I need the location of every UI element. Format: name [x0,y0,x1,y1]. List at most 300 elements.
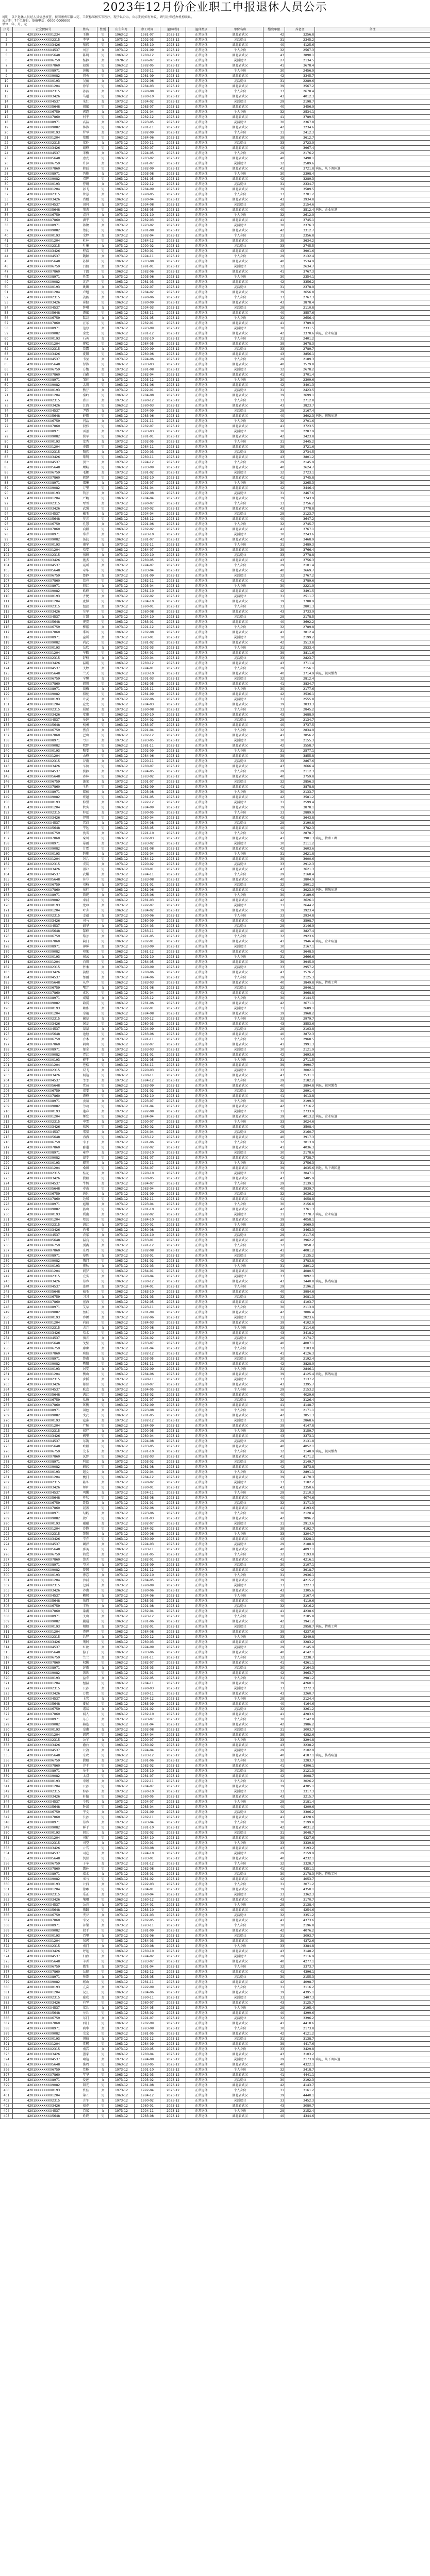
contribution-years-cell: 31 [263,130,285,135]
social-security-number-cell: 4201XXXXXXXX8971 [13,584,75,589]
employer-name-cell: 个人身份 [217,1078,263,1083]
work-start-cell: 1982-12 [135,1351,160,1357]
contribution-years-cell: 30 [263,275,285,280]
retire-month-cell: 2023-12 [160,264,186,269]
birth-month-cell: 1963-12 [109,1681,135,1686]
work-start-cell: 1993-11 [135,687,160,692]
table-row [1,130,430,135]
person-name-cell: 晏殊 [75,1253,97,1259]
remark-cell [315,857,430,862]
birth-month-cell: 1963-12 [109,1331,135,1336]
employer-name-cell: 灵活就业 [217,944,263,950]
employer-name-cell: 灵活就业 [217,1707,263,1712]
work-start-cell: 1982-10 [135,1712,160,1717]
table-row [1,275,430,280]
person-name-cell: 车骑 [75,764,97,769]
remark-cell [315,1063,430,1068]
pension-amount-cell: 2612.9 [285,213,315,218]
gender-cell: 女 [97,1810,109,1815]
contribution-years-cell: 41 [263,785,285,790]
work-start-cell: 1982-07 [135,1042,160,1047]
retire-type-cell: 正常退休 [186,1707,217,1712]
gender-cell: 男 [97,1702,109,1707]
gender-cell: 女 [97,1521,109,1527]
retire-month-cell: 2023-12 [160,1181,186,1187]
contribution-years-cell: 43 [263,1794,285,1800]
row-index-cell: 288 [1,1511,13,1516]
pension-amount-cell: 2101.4 [285,563,315,568]
retire-type-cell: 正常退休 [186,805,217,810]
social-security-number-cell: 4201XXXXXXXX5648 [13,414,75,419]
retire-month-cell: 2023-12 [160,1006,186,1011]
employer-name-cell: 湖北省武汉 [217,1671,263,1676]
unit-label: 单位：年、月、元 [2,23,27,26]
remark-cell [315,357,430,362]
retire-type-cell: 正常退休 [186,960,217,965]
retire-type-cell: 正常退休 [186,1934,217,1939]
row-index-cell: 262 [1,1377,13,1382]
retire-month-cell: 2023-12 [160,749,186,754]
gender-cell: 女 [97,687,109,692]
birth-month-cell: 1973-12 [109,1686,135,1691]
table-row [1,1125,430,1130]
social-security-number-cell: 4201XXXXXXXX6759 [13,161,75,166]
person-name-cell: 赫连 [75,1722,97,1727]
birth-month-cell: 1963-12 [109,434,135,439]
birth-month-cell: 1973-12 [109,1552,135,1557]
row-index-cell: 285 [1,1496,13,1501]
retire-type-cell: 正常退休 [186,1836,217,1841]
remark-cell [315,1274,430,1279]
table-row [1,584,430,589]
employer-name-cell: 灵活就业 [217,79,263,84]
pension-amount-cell: 3362.3 [285,1892,315,1897]
social-security-number-cell: 4201XXXXXXXX4537 [13,1542,75,1547]
remark-cell [315,1423,430,1429]
table-row [1,1676,430,1681]
social-security-number-cell: 4201XXXXXXXX4537 [13,512,75,517]
employer-name-cell: 湖北省武汉 [217,754,263,759]
retire-type-cell: 正常退休 [186,1011,217,1016]
employer-name-cell: 湖北省武汉 [217,476,263,481]
employer-name-cell: 湖北省武汉 [217,1073,263,1078]
gender-cell: 男 [97,403,109,409]
gender-cell: 男 [97,877,109,883]
birth-month-cell: 1973-12 [109,130,135,135]
contribution-years-cell: 41 [263,1300,285,1305]
pension-amount-cell: 2589.6 [285,161,315,166]
employer-name-cell: 灵活就业 [217,697,263,702]
work-start-cell: 1990-09 [135,347,160,352]
retire-month-cell: 2023-12 [160,1671,186,1676]
pension-amount-cell: 3069.5 [285,1223,315,1228]
gender-cell: 女 [97,738,109,743]
employer-name-cell: 灵活就业 [217,1171,263,1176]
retire-month-cell: 2023-12 [160,1805,186,1810]
row-index-cell: 272 [1,1429,13,1434]
work-start-cell: 1991-08 [135,986,160,991]
table-row [1,1923,430,1928]
pension-amount-cell: 3579.8 [285,362,315,367]
employer-name-cell: 灵活就业 [217,1892,263,1897]
employer-name-cell: 个人身份 [217,460,263,465]
remark-cell [315,692,430,697]
pension-amount-cell: 3756.3 [285,558,315,563]
pension-amount-cell: 3093.7 [285,1934,315,1939]
gender-cell: 男 [97,1733,109,1738]
table-row [1,1351,430,1357]
gender-cell: 男 [97,372,109,378]
table-row [1,1130,430,1135]
gender-cell: 女 [97,1779,109,1784]
contribution-years-cell: 42 [263,331,285,336]
birth-month-cell: 1963-12 [109,321,135,326]
table-row [1,1722,430,1727]
contribution-years-cell: 33 [263,398,285,403]
pension-amount-cell: 4261.1 [285,1660,315,1666]
retire-type-cell: 正常退休 [186,754,217,759]
pension-amount-cell: 2991.4 [285,1089,315,1094]
retire-type-cell: 正常退休 [186,1794,217,1800]
work-start-cell: 1994-01 [135,1284,160,1290]
work-start-cell: 1983-09 [135,1083,160,1089]
contribution-years-cell: 33 [263,1738,285,1743]
social-security-number-cell: 4201XXXXXXXX7860 [13,321,75,326]
work-start-cell: 1993-02 [135,1460,160,1465]
birth-month-cell: 1973-12 [109,347,135,352]
work-start-cell: 1982-11 [135,1815,160,1820]
person-name-cell: 鲁静 [75,573,97,579]
remark-cell [315,1681,430,1686]
remark-cell [315,1470,430,1475]
table-row [1,1769,430,1774]
contribution-years-cell: 41 [263,1970,285,1975]
row-index-cell: 47 [1,269,13,275]
remark-cell [315,1887,430,1892]
contribution-years-cell: 33 [263,1480,285,1485]
employer-name-cell: 湖北省武汉 [217,671,263,676]
person-name-cell: 田莉 [75,202,97,208]
contribution-years-cell: 41 [263,424,285,429]
gender-cell: 男 [97,620,109,625]
work-start-cell: 1992-12 [135,800,160,805]
retire-type-cell: 正常退休 [186,264,217,269]
table-row [1,1465,430,1470]
social-security-number-cell: 4201XXXXXXXX4537 [13,357,75,362]
person-name-cell: 郗蓓 [75,790,97,795]
contribution-years-cell: 32 [263,1913,285,1918]
employer-name-cell: 湖北省武汉 [217,342,263,347]
birth-month-cell: 1963-12 [109,1784,135,1789]
birth-month-cell: 1963-12 [109,1187,135,1192]
table-row [1,769,430,774]
person-name-cell: 沙河 [75,1578,97,1583]
social-security-number-cell: 4201XXXXXXXX0193 [13,1264,75,1269]
birth-month-cell: 1973-12 [109,285,135,290]
retire-type-cell: 正常退休 [186,1599,217,1604]
person-name-cell: 贡菊 [75,1099,97,1104]
table-row [1,1444,430,1449]
remark-cell [315,1089,430,1094]
pension-amount-cell: 2934.8 [285,913,315,919]
contribution-years-cell: 40 [263,1805,285,1810]
contribution-years-cell: 41 [263,1609,285,1614]
retire-month-cell: 2023-12 [160,259,186,264]
pension-amount-cell: 3350.6 [285,1485,315,1490]
remark-cell [315,342,430,347]
remark-cell [315,105,430,110]
table-row [1,1238,430,1243]
remark-cell [315,172,430,177]
work-start-cell: 1980-12 [135,1897,160,1903]
table-row [1,1717,430,1722]
retire-month-cell: 2023-12 [160,620,186,625]
work-start-cell: 1981-02 [135,640,160,646]
pension-amount-cell: 2511.7 [285,594,315,599]
contribution-years-cell: 42 [263,743,285,749]
employer-name-cell: 灵活就业 [217,1789,263,1794]
retire-month-cell: 2023-12 [160,1387,186,1393]
employer-name-cell: 灵活就业 [217,1666,263,1671]
contribution-years-cell: 29 [263,1027,285,1032]
remark-cell: 病退、视同缴费 [315,1449,430,1454]
table-row [1,1176,430,1181]
retire-type-cell: 正常退休 [186,79,217,84]
retire-month-cell: 2023-12 [160,517,186,522]
social-security-number-cell: 4201XXXXXXXX9082 [13,228,75,233]
pension-amount-cell: 3767.3 [285,269,315,275]
birth-month-cell: 1973-12 [109,1357,135,1362]
birth-month-cell: 1963-12 [109,84,135,89]
birth-month-cell: 1973-12 [109,800,135,805]
contribution-years-cell: 31 [263,1006,285,1011]
contribution-years-cell: 39 [263,1011,285,1016]
birth-month-cell: 1963-12 [109,1949,135,1954]
retire-month-cell: 2023-12 [160,1032,186,1037]
gender-cell: 女 [97,1892,109,1897]
gender-cell: 男 [97,826,109,831]
work-start-cell: 1990-04 [135,656,160,661]
retire-type-cell: 正常退休 [186,1542,217,1547]
row-index-cell: 287 [1,1506,13,1511]
birth-month-cell: 1963-12 [109,1413,135,1418]
retire-type-cell: 正常退休 [186,1851,217,1856]
table-row [1,1104,430,1109]
row-index-cell: 106 [1,573,13,579]
gender-cell: 女 [97,1161,109,1166]
contribution-years-cell: 32 [263,1552,285,1557]
social-security-number-cell: 4201XXXXXXXX9082 [13,1774,75,1779]
table-row [1,1563,430,1568]
retire-type-cell: 正常退休 [186,372,217,378]
pension-amount-cell: 3114.6 [285,1326,315,1331]
retire-month-cell: 2023-12 [160,1125,186,1130]
retire-month-cell: 2023-12 [160,1727,186,1733]
row-index-cell: 145 [1,774,13,779]
birth-month-cell: 1963-12 [109,661,135,666]
gender-cell: 女 [97,1748,109,1753]
gender-cell: 男 [97,661,109,666]
row-index-cell: 329 [1,1722,13,1727]
gender-cell: 女 [97,1253,109,1259]
person-name-cell: 应龙 [75,702,97,707]
gender-cell: 女 [97,656,109,661]
pension-amount-cell: 2979.7 [285,1016,315,1022]
remark-cell [315,599,430,604]
employer-name-cell: 湖北省武汉 [217,300,263,306]
retire-month-cell: 2023-12 [160,1583,186,1588]
birth-month-cell: 1973-12 [109,1954,135,1959]
gender-cell: 男 [97,579,109,584]
table-row [1,1393,430,1398]
contribution-years-cell: 42 [263,1362,285,1367]
contribution-years-cell: 39 [263,1269,285,1274]
retire-type-cell: 正常退休 [186,1145,217,1150]
person-name-cell: 冷锋 [75,1527,97,1532]
work-start-cell: 1984-09 [135,1423,160,1429]
social-security-number-cell: 4201XXXXXXXX2315 [13,707,75,713]
birth-month-cell: 1963-12 [109,1764,135,1769]
row-index-cell: 245 [1,1290,13,1295]
pension-amount-cell: 3048.7 [285,1831,315,1836]
row-index-cell: 301 [1,1578,13,1583]
birth-month-cell: 1973-12 [109,110,135,115]
retire-type-cell: 正常退休 [186,1357,217,1362]
retire-month-cell: 2023-12 [160,1058,186,1063]
birth-month-cell: 1963-12 [109,1557,135,1563]
social-security-number-cell: 4201XXXXXXXX2315 [13,1686,75,1691]
contribution-years-cell: 31 [263,1264,285,1269]
birth-month-cell: 1973-12 [109,1016,135,1022]
person-name-cell: 詹妮 [75,893,97,898]
employer-name-cell: 湖北省武汉 [217,1980,263,1985]
work-start-cell: 1996-07 [135,58,160,63]
birth-month-cell: 1973-12 [109,635,135,640]
remark-cell [315,1140,430,1145]
contribution-years-cell: 31 [263,1882,285,1887]
birth-month-cell: 1963-12 [109,146,135,151]
social-security-number-cell: 4201XXXXXXXX9082 [13,743,75,749]
remark-cell [315,259,430,264]
gender-cell: 女 [97,1882,109,1887]
table-row [1,506,430,512]
contribution-years-cell: 29 [263,615,285,620]
retire-month-cell: 2023-12 [160,1758,186,1764]
employer-name-cell: 灵活就业 [217,676,263,682]
retire-month-cell: 2023-12 [160,32,186,38]
pension-amount-cell: 2577.1 [285,749,315,754]
row-index-cell: 86 [1,470,13,476]
social-security-number-cell: 4201XXXXXXXX5648 [13,723,75,728]
remark-cell [315,996,430,1001]
birth-month-cell: 1973-12 [109,1202,135,1207]
birth-month-cell: 1973-12 [109,1923,135,1928]
gender-cell: 女 [97,58,109,63]
work-start-cell: 1982-01 [135,321,160,326]
table-row [1,1346,430,1351]
birth-month-cell: 1963-12 [109,1104,135,1109]
work-start-cell: 1983-02 [135,774,160,779]
birth-month-cell: 1963-12 [109,785,135,790]
row-index-cell: 92 [1,501,13,506]
contribution-years-cell: 29 [263,1181,285,1187]
social-security-number-cell: 4201XXXXXXXX9082 [13,537,75,543]
work-start-cell: 1990-11 [135,759,160,764]
birth-month-cell: 1963-12 [109,1362,135,1367]
employer-name-cell: 灵活就业 [217,1995,263,2001]
row-index-cell: 253 [1,1331,13,1336]
gender-cell: 男 [97,1588,109,1594]
social-security-number-cell: 4201XXXXXXXX5648 [13,105,75,110]
employer-name-cell: 湖北省武汉 [217,218,263,223]
gender-cell: 男 [97,1949,109,1954]
row-index-cell: 337 [1,1764,13,1769]
employer-name-cell: 灵活就业 [217,1192,263,1197]
gender-cell: 女 [97,944,109,950]
gender-cell: 女 [97,676,109,682]
pension-amount-cell: 3289.3 [285,177,315,182]
retire-month-cell: 2023-12 [160,558,186,563]
pension-amount-cell: 3126.4 [285,1398,315,1403]
pension-amount-cell: 2190.8 [285,821,315,826]
retire-month-cell: 2023-12 [160,1315,186,1320]
table-row [1,1831,430,1836]
row-index-cell: 196 [1,1037,13,1042]
remark-cell [315,53,430,58]
employer-name-cell: 湖北省武汉 [217,1197,263,1202]
retire-month-cell: 2023-12 [160,1429,186,1434]
retire-type-cell: 正常退休 [186,1341,217,1346]
retire-month-cell: 2023-12 [160,1764,186,1769]
social-security-number-cell: 4201XXXXXXXX2315 [13,1326,75,1331]
contribution-years-cell: 43 [263,1485,285,1490]
retire-month-cell: 2023-12 [160,1964,186,1970]
person-name-cell: 索远 [75,991,97,996]
retire-type-cell: 正常退休 [186,249,217,254]
table-row [1,1918,430,1923]
retire-month-cell: 2023-12 [160,584,186,589]
retire-type-cell: 正常退休 [186,1310,217,1315]
social-security-number-cell: 4201XXXXXXXX6759 [13,1655,75,1660]
row-index-cell: 166 [1,883,13,888]
work-start-cell: 1982-09 [135,1403,160,1408]
contribution-years-cell: 30 [263,841,285,846]
employer-name-cell: 湖北省武汉 [217,950,263,955]
row-index-cell: 326 [1,1707,13,1712]
work-start-cell: 1982-05 [135,682,160,687]
table-row [1,877,430,883]
social-security-number-cell: 4201XXXXXXXX1204 [13,84,75,89]
contribution-years-cell: 33 [263,1841,285,1846]
retire-type-cell: 正常退休 [186,584,217,589]
birth-month-cell: 1973-12 [109,1697,135,1702]
pension-amount-cell: 3788.9 [285,599,315,604]
table-row [1,1429,430,1434]
row-index-cell: 164 [1,872,13,877]
pension-amount-cell: 4058.1 [285,1217,315,1223]
work-start-cell: 1990-09 [135,1583,160,1588]
contribution-years-cell: 40 [263,517,285,522]
retire-type-cell: 正常退休 [186,1269,217,1274]
employer-name-cell: 湖北省武汉 [217,1630,263,1635]
employer-name-cell: 湖北省武汉 [217,434,263,439]
social-security-number-cell: 4201XXXXXXXX2315 [13,38,75,43]
retire-type-cell: 正常退休 [186,1192,217,1197]
employer-name-cell: 灵活就业 [217,120,263,125]
row-index-cell: 42 [1,244,13,249]
row-index-cell: 377 [1,1970,13,1975]
person-name-cell: 乔木 [75,1037,97,1042]
